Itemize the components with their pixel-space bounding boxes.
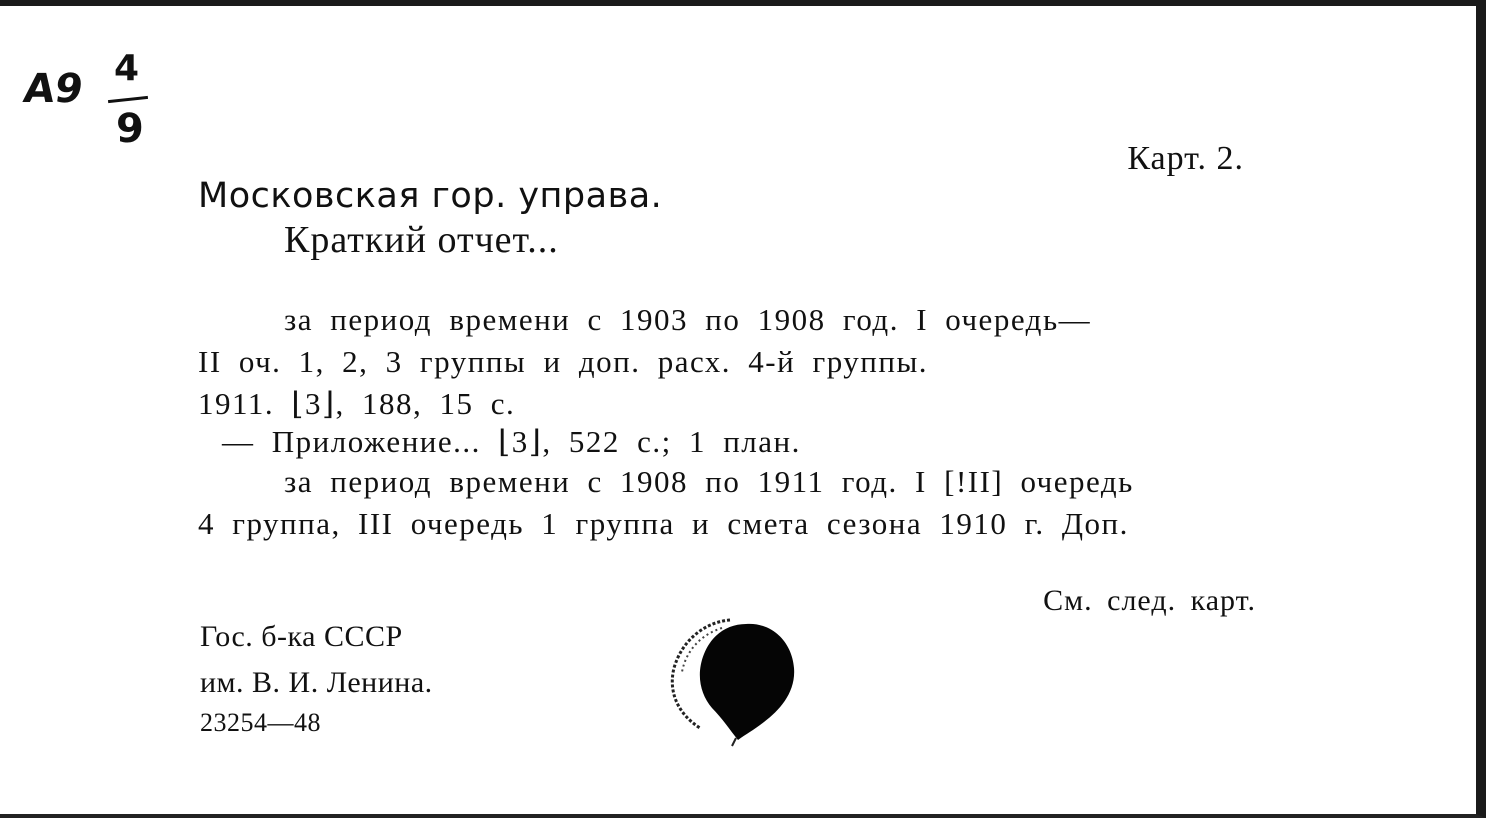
call-number-main: A9 xyxy=(20,66,87,112)
call-number-numerator: 4 xyxy=(114,48,140,89)
call-number-denominator: 9 xyxy=(116,106,144,152)
body-line-1: за период времени с 1903 по 1908 год. I очередь— xyxy=(284,302,1092,337)
card-number: Карт. 2. xyxy=(1127,140,1244,177)
body-line-6: 4 группа, III очередь 1 группа и смета сезона 1910 г. Доп. xyxy=(198,506,1129,541)
body-line-4: — Приложение... ⌊3⌋, 522 с.; 1 план. xyxy=(222,424,801,459)
library-stamp xyxy=(660,610,810,750)
see-next-card-note: См. след. карт. xyxy=(1043,584,1256,617)
call-number-fraction-bar xyxy=(108,96,148,103)
body-line-2: II оч. 1, 2, 3 группы и доп. расх. 4-й группы. xyxy=(198,344,929,379)
body-line-3: 1911. ⌊3⌋, 188, 15 с. xyxy=(198,386,516,421)
call-number xyxy=(20,48,144,164)
title-heading: Краткий отчет... xyxy=(284,219,559,261)
library-line-1: Гос. б-ка СССР xyxy=(200,620,403,653)
body-line-5: за период времени с 1908 по 1911 год. I [!II] очередь xyxy=(284,464,1134,499)
library-line-3: 23254—48 xyxy=(200,708,321,737)
library-line-2: им. В. И. Ленина. xyxy=(200,666,433,699)
author-heading: Московская гор. управа. xyxy=(198,176,663,216)
